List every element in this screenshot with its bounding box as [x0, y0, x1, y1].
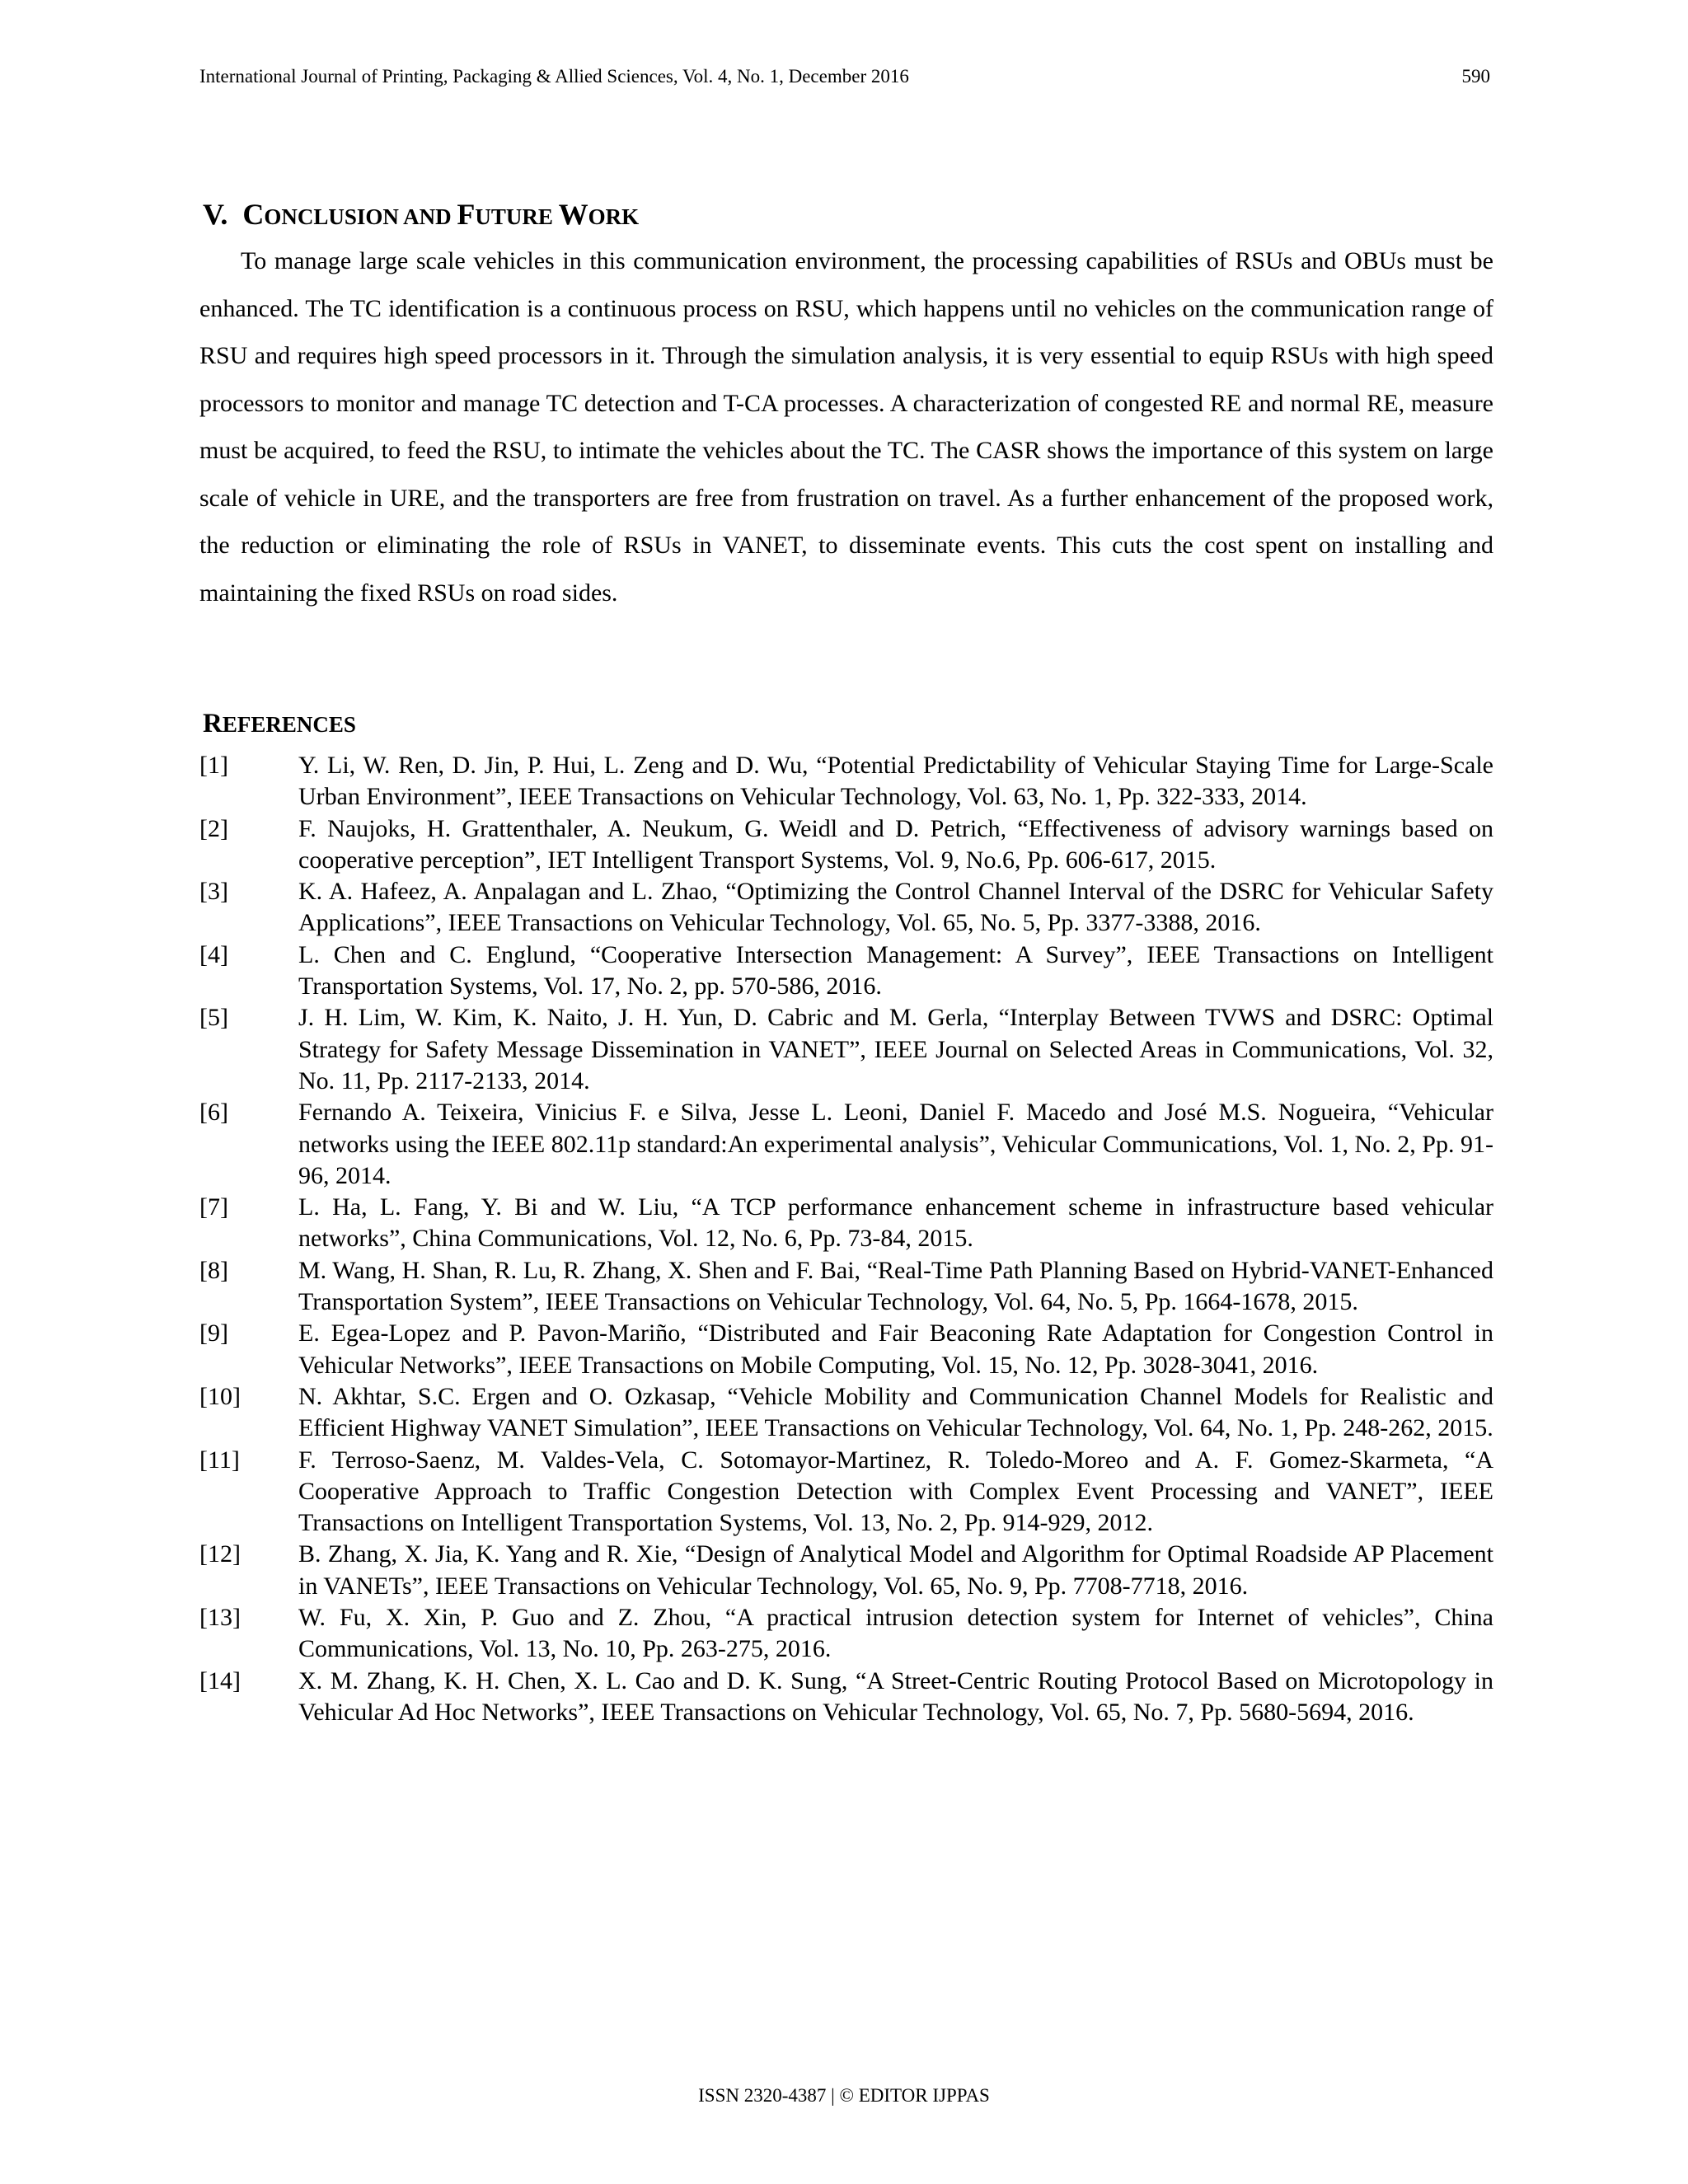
reference-text: Y. Li, W. Ren, D. Jin, P. Hui, L. Zeng and D. Wu, “Potential Predictability of Vehicular Staying Time for Large-Scale Urban Environment”, IEEE Transactions on Vehicular Technology, Vol. 63, No. 1, Pp. 322-333, 2014. [298, 752, 1493, 811]
reference-number: [2] [199, 814, 228, 842]
heading-initial: F [457, 198, 476, 231]
reference-number: [3] [199, 878, 228, 906]
reference-number: [1] [199, 752, 228, 779]
heading-initial: W [558, 198, 588, 231]
section-number: V. [203, 198, 228, 231]
reference-item [199, 750, 1493, 813]
reference-text: J. H. Lim, W. Kim, K. Naito, J. H. Yun, D. Cabric and M. Gerla, “Interplay Between TVWS and DSRC: Optimal Strategy for Safety Message Dissemination in VANET”, IEEE Journal on Selected Areas in Communications, Vol. 32, No. 11, Pp. 2117-2133, 2014. [298, 1004, 1493, 1094]
reference-item [199, 940, 1493, 1003]
reference-text: Fernando A. Teixeira, Vinicius F. e Silva, Jesse L. Leoni, Daniel F. Macedo and José M.S. Nogueira, “Vehicular networks using the IEEE 802.11p standard:An experimental analysis”, Vehicular Communications, Vol. 1, No. 2, Pp. 91-96, 2014. [298, 1099, 1493, 1189]
reference-number: [5] [199, 1004, 228, 1032]
reference-number: [12] [199, 1540, 241, 1568]
page-footer: ISSN 2320-4387 | © EDITOR IJPPAS [698, 2085, 990, 2106]
reference-item [199, 1539, 1493, 1602]
heading-initial: R [203, 709, 223, 738]
reference-item [199, 1255, 1493, 1319]
heading-smallcaps: EFERENCES [222, 712, 356, 737]
reference-text: B. Zhang, X. Jia, K. Yang and R. Xie, “Design of Analytical Model and Algorithm for Optimal Roadside AP Placement in VANETs”, IEEE Transactions on Vehicular Technology, Vol. 65, No. 9, Pp. 7708-7718, 2016. [298, 1540, 1493, 1600]
reference-text: E. Egea-Lopez and P. Pavon-Mariño, “Distributed and Fair Beaconing Rate Adaptation for Congestion Control in Vehicular Networks”, IEEE Transactions on Mobile Computing, Vol. 15, No. 12, Pp. 3028-3041, 2016. [298, 1319, 1493, 1379]
heading-initial: C [242, 198, 265, 231]
reference-text: M. Wang, H. Shan, R. Lu, R. Zhang, X. Shen and F. Bai, “Real-Time Path Planning Based on Hybrid-VANET-Enhanced Transportation System”, IEEE Transactions on Vehicular Technology, Vol. 64, No. 5, Pp. 1664-1678, 2015. [298, 1256, 1493, 1316]
reference-item [199, 1318, 1493, 1381]
reference-item [199, 1602, 1493, 1666]
conclusion-paragraph: To manage large scale vehicles in this communication environment, the processing capabilities of RSUs and OBUs must be enhanced. The TC identification is a continuous process on RSU, which happens until no vehicles on the communication range of RSU and requires high speed processors in it. Through the simulation analysis, it is very essential to equip RSUs with high speed processors to monitor and manage TC detection and T-CA processes. A characterization of congested RE and normal RE, measure must be acquired, to feed the RSU, to intimate the vehicles about the TC. The CASR shows the importance of this system on large scale of vehicle in URE, and the transporters are free from frustration on travel. As a further enhancement of the proposed work, the reduction or eliminating the role of RSUs in VANET, to disseminate events. This cuts the cost spent on installing and maintaining the fixed RSUs on road sides. [199, 247, 1493, 607]
reference-text: F. Terroso-Saenz, M. Valdes-Vela, C. Sotomayor-Martinez, R. Toledo-Moreo and A. F. Gomez-Skarmeta, “A Cooperative Approach to Traffic Congestion Detection with Complex Event Processing and VANET”, IEEE Transactions on Intelligent Transportation Systems, Vol. 13, No. 2, Pp. 914-929, 2012. [298, 1446, 1493, 1537]
reference-number: [10] [199, 1382, 241, 1410]
reference-item [199, 1097, 1493, 1192]
reference-text: N. Akhtar, S.C. Ergen and O. Ozkasap, “Vehicle Mobility and Communication Channel Models for Realistic and Efficient Highway VANET Simulation”, IEEE Transactions on Vehicular Technology, Vol. 64, No. 1, Pp. 248-262, 2015. [298, 1382, 1493, 1442]
reference-text: F. Naujoks, H. Grattenthaler, A. Neukum, G. Weidl and D. Petrich, “Effectiveness of advisory warnings based on cooperative perception”, IET Intelligent Transport Systems, Vol. 9, No.6, Pp. 606-617, 2015. [298, 814, 1493, 874]
reference-number: [7] [199, 1193, 228, 1221]
page-number: 590 [1461, 66, 1490, 87]
reference-number: [4] [199, 940, 228, 968]
reference-list [199, 750, 1493, 1728]
reference-number: [9] [199, 1319, 228, 1347]
section-heading [203, 199, 639, 229]
reference-item [199, 1002, 1493, 1097]
reference-text: X. M. Zhang, K. H. Chen, X. L. Cao and D. K. Sung, “A Street-Centric Routing Protocol Based on Microtopology in Vehicular Ad Hoc Networks”, IEEE Transactions on Vehicular Technology, Vol. 65, No. 7, Pp. 5680-5694, 2016. [298, 1666, 1493, 1726]
heading-smallcaps: ORK [588, 204, 640, 229]
reference-text: K. A. Hafeez, A. Anpalagan and L. Zhao, “Optimizing the Control Channel Interval of the DSRC for Vehicular Safety Applications”, IEEE Transactions on Vehicular Technology, Vol. 65, No. 5, Pp. 3377-3388, 2016. [298, 878, 1493, 937]
reference-item [199, 1445, 1493, 1540]
reference-text: W. Fu, X. Xin, P. Guo and Z. Zhou, “A practical intrusion detection system for Internet of vehicles”, China Communications, Vol. 13, No. 10, Pp. 263-275, 2016. [298, 1604, 1493, 1663]
heading-smallcaps: UTURE [475, 204, 559, 229]
reference-item [199, 1192, 1493, 1255]
reference-number: [11] [199, 1446, 240, 1474]
reference-item [199, 1666, 1493, 1729]
reference-item [199, 876, 1493, 940]
journal-citation: International Journal of Printing, Packaging & Allied Sciences, Vol. 4, No. 1, December 2016 [199, 66, 909, 87]
reference-number: [8] [199, 1256, 228, 1284]
reference-text: L. Chen and C. Englund, “Cooperative Intersection Management: A Survey”, IEEE Transactions on Intelligent Transportation Systems, Vol. 17, No. 2, pp. 570-586, 2016. [298, 940, 1493, 1001]
heading-smallcaps: ONCLUSION AND [264, 204, 457, 229]
reference-text: L. Ha, L. Fang, Y. Bi and W. Liu, “A TCP performance enhancement scheme in infrastructure based vehicular networks”, China Communications, Vol. 12, No. 6, Pp. 73-84, 2015. [298, 1193, 1493, 1253]
references-heading [203, 710, 356, 738]
reference-item [199, 1381, 1493, 1445]
running-header [199, 66, 1490, 87]
reference-item [199, 813, 1493, 877]
reference-number: [14] [199, 1666, 241, 1694]
reference-number: [6] [199, 1099, 228, 1127]
reference-number: [13] [199, 1604, 241, 1632]
